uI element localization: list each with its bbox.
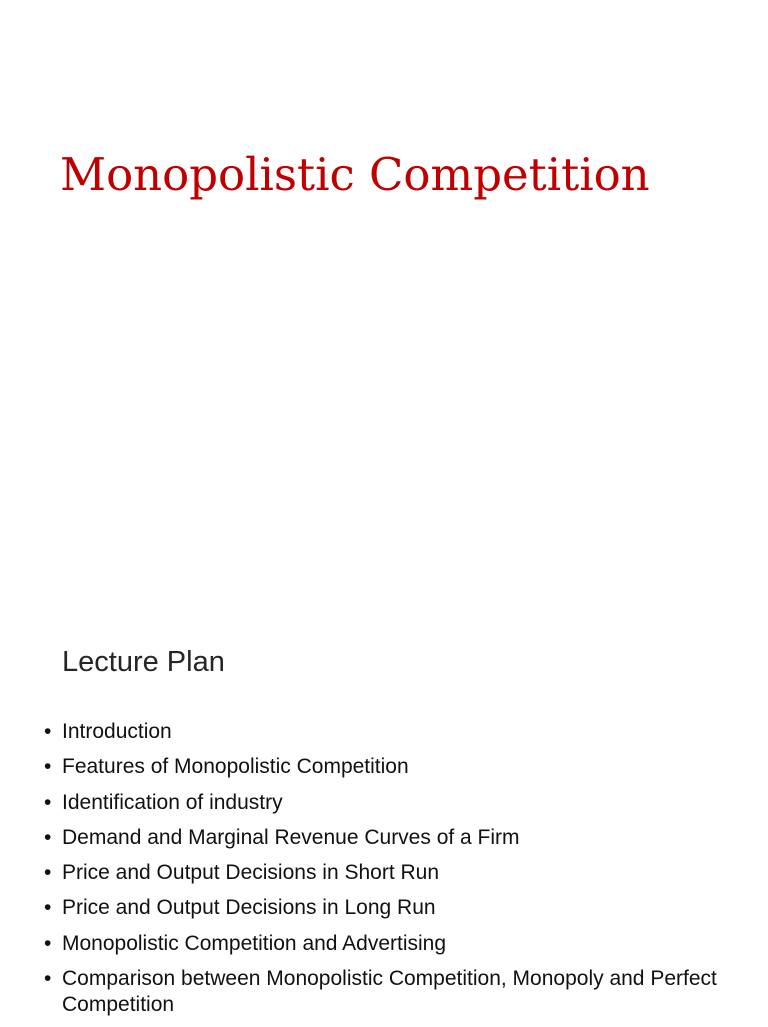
list-item-text: Identification of industry [62,790,283,814]
bullet-icon: • [44,790,52,814]
list-item [44,860,744,886]
lecture-plan-heading: Lecture Plan [62,646,225,678]
lecture-plan-list [44,719,744,1027]
slide-title: Monopolistic Competition [60,148,650,201]
list-item-text: Demand and Marginal Revenue Curves of a Firm [62,825,520,849]
bullet-icon: • [44,931,52,955]
bullet-icon: • [44,967,52,991]
list-item [44,895,744,921]
bullet-icon: • [44,861,52,885]
bullet-icon: • [44,755,52,779]
list-item-text: Introduction [62,720,172,743]
bullet-icon: • [44,720,52,743]
list-item-text: Price and Output Decisions in Long Run [62,896,436,920]
list-item [44,931,744,957]
list-item-text: Comparison between Monopolistic Competition, Monopoly and Perfect Competition [62,967,717,1017]
bullet-icon: • [44,896,52,920]
bullet-icon: • [44,825,52,849]
list-item-text: Features of Monopolistic Competition [62,755,409,779]
list-item [44,719,744,745]
list-item-text: Price and Output Decisions in Short Run [62,861,440,885]
list-item [44,825,744,851]
list-item [44,790,744,816]
list-item-text: Monopolistic Competition and Advertising [62,931,447,955]
list-item [44,966,744,1018]
list-item [44,754,744,780]
